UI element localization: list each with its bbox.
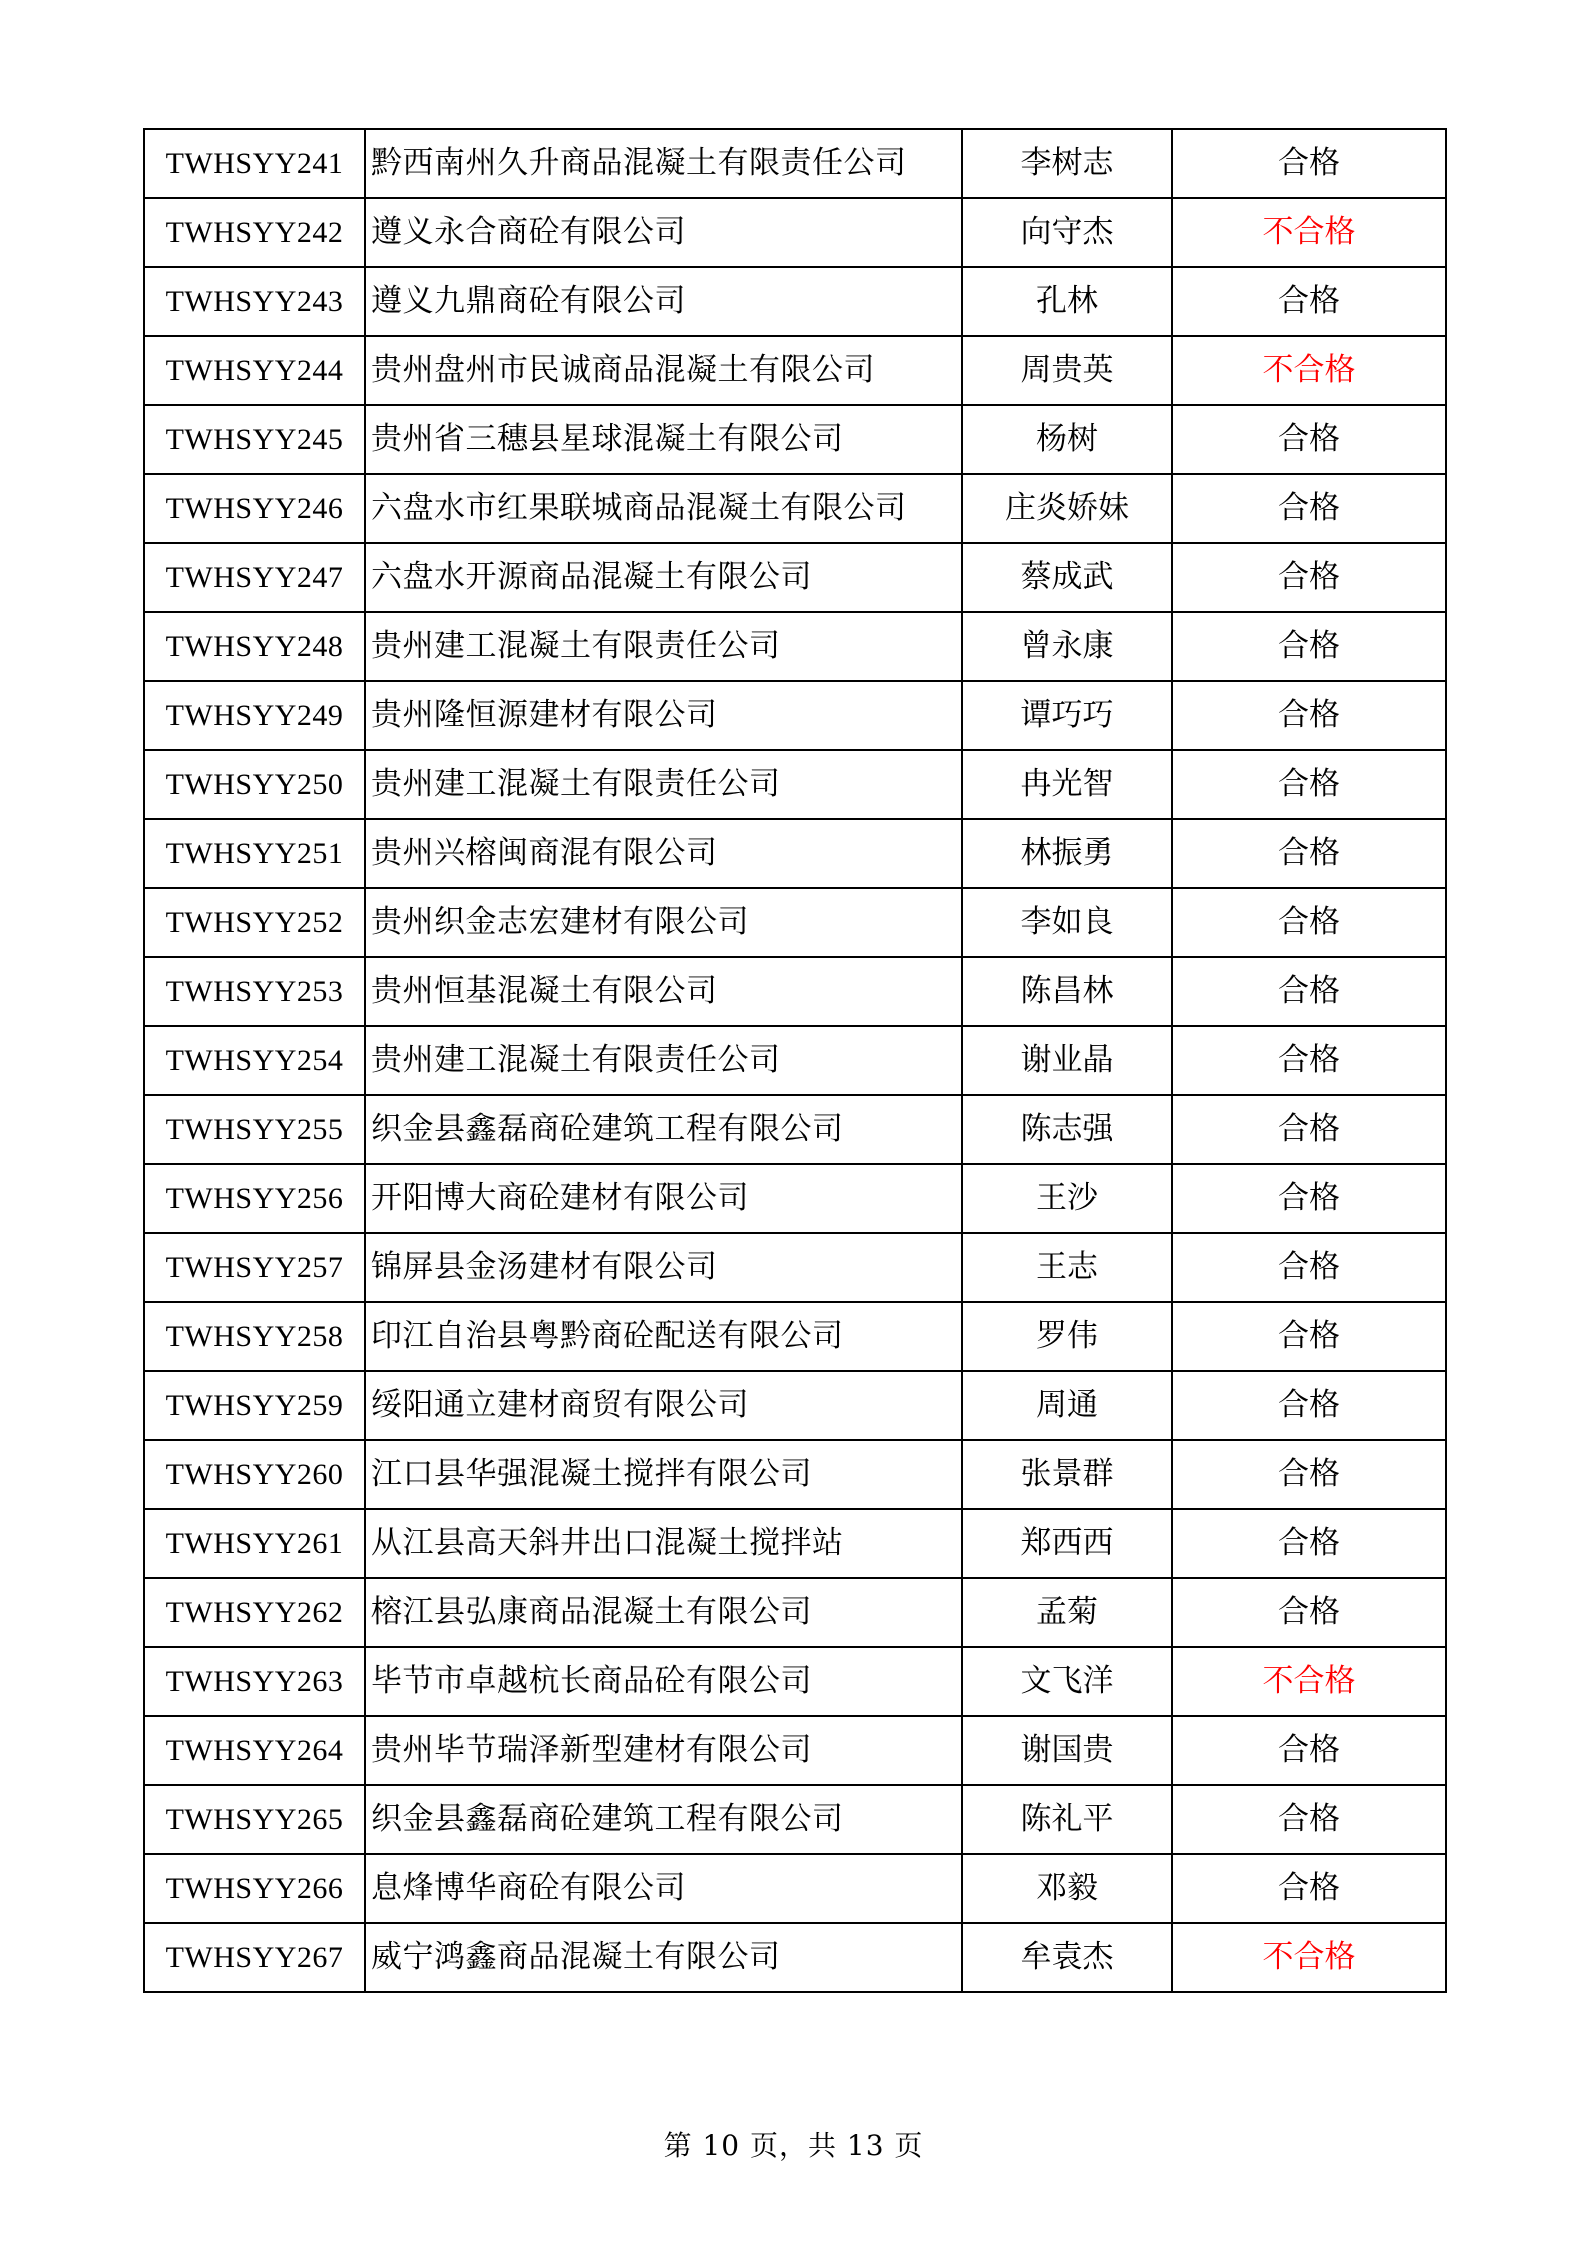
contact-person-text: 周贵英 (1020, 352, 1114, 388)
sample-code-cell (144, 474, 365, 543)
company-name-cell (365, 543, 962, 612)
sample-code-text: TWHSYY263 (165, 1665, 344, 1698)
test-result-text: 合格 (1278, 1732, 1340, 1768)
test-result-cell (1172, 336, 1446, 405)
contact-person-cell (962, 129, 1172, 198)
contact-person-cell (962, 1716, 1172, 1785)
contact-person-cell (962, 474, 1172, 543)
contact-person-cell (962, 267, 1172, 336)
test-result-cell (1172, 1785, 1446, 1854)
sample-code-text: TWHSYY260 (165, 1458, 344, 1491)
company-name-cell (365, 405, 962, 474)
contact-person-text: 陈昌林 (1020, 973, 1114, 1009)
sample-code-cell (144, 1371, 365, 1440)
contact-person-cell (962, 957, 1172, 1026)
results-table-body (144, 129, 1446, 1992)
test-result-cell (1172, 681, 1446, 750)
test-result-cell (1172, 1371, 1446, 1440)
sample-code-cell (144, 957, 365, 1026)
test-result-text: 合格 (1278, 1594, 1340, 1630)
company-name-text: 锦屏县金汤建材有限公司 (371, 1249, 718, 1285)
contact-person-cell (962, 1371, 1172, 1440)
table-row (144, 1302, 1446, 1371)
sample-code-cell (144, 1716, 365, 1785)
table-row (144, 1440, 1446, 1509)
contact-person-cell (962, 543, 1172, 612)
sample-code-text: TWHSYY245 (165, 423, 344, 456)
test-result-cell (1172, 1509, 1446, 1578)
sample-code-text: TWHSYY247 (165, 561, 344, 594)
company-name-cell (365, 1095, 962, 1164)
test-result-cell (1172, 819, 1446, 888)
results-table (143, 128, 1447, 1993)
test-result-text: 合格 (1278, 1180, 1340, 1216)
sample-code-text: TWHSYY248 (165, 630, 344, 663)
contact-person-text: 李如良 (1020, 904, 1114, 940)
company-name-text: 织金县鑫磊商砼建筑工程有限公司 (371, 1111, 844, 1147)
test-result-cell (1172, 1647, 1446, 1716)
sample-code-cell (144, 888, 365, 957)
sample-code-text: TWHSYY265 (165, 1803, 344, 1836)
sample-code-text: TWHSYY258 (165, 1320, 344, 1353)
table-row (144, 1716, 1446, 1785)
contact-person-cell (962, 1095, 1172, 1164)
contact-person-cell (962, 1785, 1172, 1854)
contact-person-cell (962, 1854, 1172, 1923)
table-row (144, 474, 1446, 543)
test-result-text: 合格 (1278, 973, 1340, 1009)
table-row (144, 1578, 1446, 1647)
contact-person-text: 孟菊 (1036, 1594, 1098, 1630)
company-name-cell (365, 819, 962, 888)
contact-person-text: 孔林 (1036, 283, 1098, 319)
test-result-cell (1172, 957, 1446, 1026)
test-result-text: 合格 (1278, 1318, 1340, 1354)
sample-code-text: TWHSYY246 (165, 492, 344, 525)
sample-code-cell (144, 198, 365, 267)
test-result-cell (1172, 267, 1446, 336)
company-name-text: 贵州隆恒源建材有限公司 (371, 697, 718, 733)
company-name-cell (365, 750, 962, 819)
sample-code-cell (144, 336, 365, 405)
test-result-text: 合格 (1278, 1249, 1340, 1285)
contact-person-text: 王志 (1036, 1249, 1098, 1285)
sample-code-cell (144, 1785, 365, 1854)
table-row (144, 888, 1446, 957)
contact-person-cell (962, 888, 1172, 957)
test-result-text: 合格 (1278, 283, 1340, 319)
test-result-cell (1172, 1164, 1446, 1233)
company-name-text: 贵州省三穗县星球混凝土有限公司 (371, 421, 844, 457)
test-result-cell (1172, 750, 1446, 819)
sample-code-cell (144, 1026, 365, 1095)
contact-person-cell (962, 1578, 1172, 1647)
sample-code-text: TWHSYY252 (165, 906, 344, 939)
test-result-text: 合格 (1278, 559, 1340, 595)
company-name-text: 贵州建工混凝土有限责任公司 (371, 628, 781, 664)
company-name-cell (365, 888, 962, 957)
test-result-cell (1172, 1440, 1446, 1509)
contact-person-text: 庄炎娇妹 (1005, 490, 1129, 526)
test-result-text: 合格 (1278, 1801, 1340, 1837)
company-name-cell (365, 129, 962, 198)
company-name-cell (365, 198, 962, 267)
sample-code-cell (144, 1164, 365, 1233)
contact-person-cell (962, 336, 1172, 405)
contact-person-text: 周通 (1036, 1387, 1098, 1423)
test-result-cell (1172, 1233, 1446, 1302)
sample-code-cell (144, 1440, 365, 1509)
contact-person-text: 林振勇 (1020, 835, 1114, 871)
table-row (144, 1923, 1446, 1992)
table-row (144, 405, 1446, 474)
company-name-text: 贵州建工混凝土有限责任公司 (371, 1042, 781, 1078)
company-name-cell (365, 1716, 962, 1785)
company-name-text: 遵义九鼎商砼有限公司 (371, 283, 686, 319)
company-name-text: 息烽博华商砼有限公司 (371, 1870, 686, 1906)
sample-code-cell (144, 267, 365, 336)
test-result-text: 合格 (1278, 628, 1340, 664)
table-row (144, 1233, 1446, 1302)
table-row (144, 1095, 1446, 1164)
contact-person-cell (962, 1923, 1172, 1992)
company-name-cell (365, 1923, 962, 1992)
company-name-cell (365, 336, 962, 405)
test-result-cell (1172, 1578, 1446, 1647)
company-name-text: 绥阳通立建材商贸有限公司 (371, 1387, 749, 1423)
test-result-text: 合格 (1278, 1387, 1340, 1423)
sample-code-text: TWHSYY250 (165, 768, 344, 801)
contact-person-text: 文飞洋 (1020, 1663, 1114, 1699)
test-result-cell (1172, 1095, 1446, 1164)
test-result-cell (1172, 543, 1446, 612)
company-name-cell (365, 1302, 962, 1371)
table-row (144, 267, 1446, 336)
contact-person-cell (962, 1440, 1172, 1509)
company-name-text: 六盘水开源商品混凝土有限公司 (371, 559, 812, 595)
table-row (144, 198, 1446, 267)
test-result-text: 合格 (1278, 1525, 1340, 1561)
contact-person-text: 张景群 (1020, 1456, 1114, 1492)
contact-person-cell (962, 819, 1172, 888)
test-result-cell (1172, 888, 1446, 957)
contact-person-cell (962, 1647, 1172, 1716)
contact-person-text: 牟袁杰 (1020, 1939, 1114, 1975)
sample-code-text: TWHSYY243 (165, 285, 344, 318)
sample-code-cell (144, 1233, 365, 1302)
table-row (144, 1509, 1446, 1578)
contact-person-text: 李树志 (1020, 145, 1114, 181)
company-name-text: 贵州兴榕闽商混有限公司 (371, 835, 718, 871)
table-row (144, 819, 1446, 888)
company-name-text: 威宁鸿鑫商品混凝土有限公司 (371, 1939, 781, 1975)
company-name-text: 印江自治县粤黔商砼配送有限公司 (371, 1318, 844, 1354)
company-name-cell (365, 1233, 962, 1302)
test-result-cell (1172, 1302, 1446, 1371)
test-result-cell (1172, 1923, 1446, 1992)
sample-code-cell (144, 405, 365, 474)
test-result-text: 不合格 (1262, 1663, 1356, 1699)
sample-code-text: TWHSYY251 (165, 837, 344, 870)
sample-code-text: TWHSYY266 (165, 1872, 344, 1905)
sample-code-cell (144, 681, 365, 750)
table-row (144, 1785, 1446, 1854)
company-name-text: 黔西南州久升商品混凝土有限责任公司 (371, 145, 907, 181)
test-result-text: 不合格 (1262, 214, 1356, 250)
sample-code-text: TWHSYY262 (165, 1596, 344, 1629)
company-name-cell (365, 267, 962, 336)
company-name-cell (365, 1509, 962, 1578)
table-row (144, 1026, 1446, 1095)
table-row (144, 336, 1446, 405)
company-name-cell (365, 957, 962, 1026)
contact-person-text: 曾永康 (1020, 628, 1114, 664)
company-name-text: 开阳博大商砼建材有限公司 (371, 1180, 749, 1216)
company-name-text: 贵州织金志宏建材有限公司 (371, 904, 749, 940)
contact-person-cell (962, 750, 1172, 819)
sample-code-cell (144, 612, 365, 681)
contact-person-text: 向守杰 (1020, 214, 1114, 250)
sample-code-text: TWHSYY257 (165, 1251, 344, 1284)
company-name-cell (365, 681, 962, 750)
sample-code-cell (144, 543, 365, 612)
company-name-text: 榕江县弘康商品混凝土有限公司 (371, 1594, 812, 1630)
test-result-text: 不合格 (1262, 1939, 1356, 1975)
company-name-cell (365, 1854, 962, 1923)
sample-code-cell (144, 129, 365, 198)
contact-person-text: 蔡成武 (1020, 559, 1114, 595)
sample-code-cell (144, 1578, 365, 1647)
table-row (144, 1164, 1446, 1233)
company-name-text: 遵义永合商砼有限公司 (371, 214, 686, 250)
table-row (144, 957, 1446, 1026)
test-result-cell (1172, 474, 1446, 543)
table-row (144, 543, 1446, 612)
test-result-text: 不合格 (1262, 352, 1356, 388)
contact-person-text: 杨树 (1036, 421, 1098, 457)
sample-code-cell (144, 1095, 365, 1164)
test-result-text: 合格 (1278, 145, 1340, 181)
contact-person-text: 冉光智 (1020, 766, 1114, 802)
contact-person-text: 郑西西 (1020, 1525, 1114, 1561)
test-result-text: 合格 (1278, 835, 1340, 871)
sample-code-text: TWHSYY254 (165, 1044, 344, 1077)
sample-code-text: TWHSYY242 (165, 216, 344, 249)
company-name-cell (365, 1785, 962, 1854)
contact-person-text: 王沙 (1036, 1180, 1098, 1216)
test-result-text: 合格 (1278, 697, 1340, 733)
test-result-text: 合格 (1278, 1870, 1340, 1906)
sample-code-text: TWHSYY267 (165, 1941, 344, 1974)
sample-code-text: TWHSYY241 (165, 147, 344, 180)
test-result-cell (1172, 129, 1446, 198)
table-row (144, 681, 1446, 750)
sample-code-text: TWHSYY256 (165, 1182, 344, 1215)
company-name-text: 毕节市卓越杭长商品砼有限公司 (371, 1663, 812, 1699)
test-result-text: 合格 (1278, 904, 1340, 940)
table-row (144, 129, 1446, 198)
test-result-cell (1172, 1854, 1446, 1923)
company-name-text: 江口县华强混凝土搅拌有限公司 (371, 1456, 812, 1492)
contact-person-cell (962, 405, 1172, 474)
contact-person-text: 邓毅 (1036, 1870, 1098, 1906)
table-row (144, 750, 1446, 819)
company-name-text: 贵州盘州市民诚商品混凝土有限公司 (371, 352, 875, 388)
contact-person-text: 陈志强 (1020, 1111, 1114, 1147)
sample-code-cell (144, 1302, 365, 1371)
company-name-cell (365, 1371, 962, 1440)
company-name-cell (365, 474, 962, 543)
contact-person-cell (962, 1026, 1172, 1095)
sample-code-cell (144, 1854, 365, 1923)
sample-code-text: TWHSYY255 (165, 1113, 344, 1146)
sample-code-text: TWHSYY249 (165, 699, 344, 732)
sample-code-text: TWHSYY244 (165, 354, 344, 387)
company-name-text: 贵州建工混凝土有限责任公司 (371, 766, 781, 802)
page-footer: 第 10 页，共 13 页 (663, 2129, 924, 2162)
contact-person-cell (962, 1233, 1172, 1302)
table-row (144, 1371, 1446, 1440)
test-result-text: 合格 (1278, 421, 1340, 457)
contact-person-text: 谢业晶 (1020, 1042, 1114, 1078)
sample-code-cell (144, 1923, 365, 1992)
company-name-cell (365, 1164, 962, 1233)
table-row (144, 1647, 1446, 1716)
company-name-cell (365, 612, 962, 681)
company-name-text: 贵州毕节瑞泽新型建材有限公司 (371, 1732, 812, 1768)
table-row (144, 612, 1446, 681)
test-result-cell (1172, 1026, 1446, 1095)
sample-code-text: TWHSYY259 (165, 1389, 344, 1422)
company-name-text: 贵州恒基混凝土有限公司 (371, 973, 718, 1009)
sample-code-cell (144, 750, 365, 819)
sample-code-cell (144, 1509, 365, 1578)
contact-person-cell (962, 681, 1172, 750)
contact-person-text: 陈礼平 (1020, 1801, 1114, 1837)
contact-person-text: 谢国贵 (1020, 1732, 1114, 1768)
contact-person-cell (962, 1164, 1172, 1233)
contact-person-cell (962, 1302, 1172, 1371)
company-name-text: 从江县高天斜井出口混凝土搅拌站 (371, 1525, 844, 1561)
company-name-text: 织金县鑫磊商砼建筑工程有限公司 (371, 1801, 844, 1837)
company-name-cell (365, 1026, 962, 1095)
contact-person-text: 罗伟 (1036, 1318, 1098, 1354)
test-result-cell (1172, 198, 1446, 267)
test-result-text: 合格 (1278, 766, 1340, 802)
test-result-cell (1172, 405, 1446, 474)
sample-code-text: TWHSYY264 (165, 1734, 344, 1767)
company-name-cell (365, 1578, 962, 1647)
contact-person-cell (962, 1509, 1172, 1578)
test-result-text: 合格 (1278, 1111, 1340, 1147)
contact-person-cell (962, 612, 1172, 681)
sample-code-cell (144, 1647, 365, 1716)
table-row (144, 1854, 1446, 1923)
company-name-cell (365, 1647, 962, 1716)
test-result-cell (1172, 612, 1446, 681)
company-name-cell (365, 1440, 962, 1509)
test-result-text: 合格 (1278, 1042, 1340, 1078)
sample-code-cell (144, 819, 365, 888)
test-result-text: 合格 (1278, 1456, 1340, 1492)
contact-person-text: 谭巧巧 (1020, 697, 1114, 733)
test-result-text: 合格 (1278, 490, 1340, 526)
test-result-cell (1172, 1716, 1446, 1785)
contact-person-cell (962, 198, 1172, 267)
company-name-text: 六盘水市红果联城商品混凝土有限公司 (371, 490, 907, 526)
sample-code-text: TWHSYY253 (165, 975, 344, 1008)
sample-code-text: TWHSYY261 (165, 1527, 344, 1560)
